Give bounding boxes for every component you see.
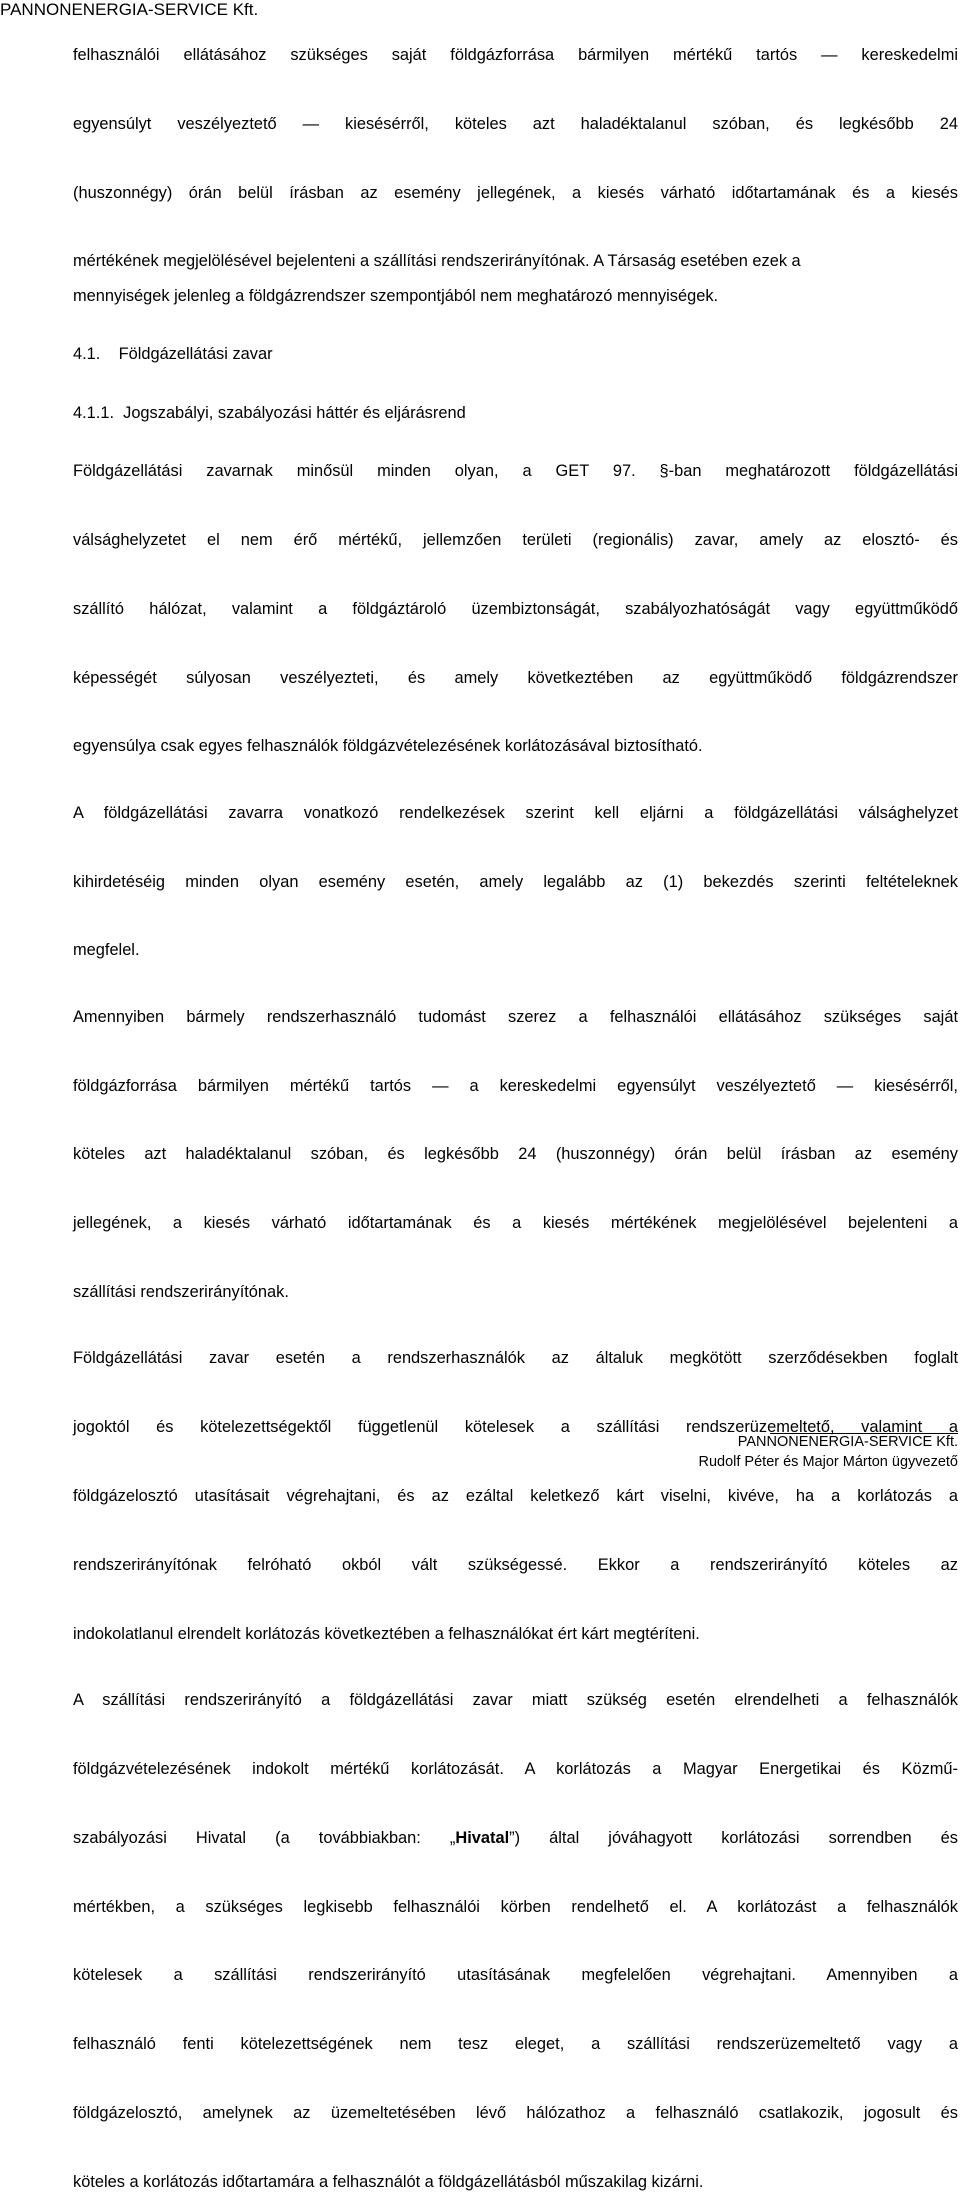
section-number: 4.1. [73, 345, 101, 364]
paragraph-line: mértékben, a szükséges legkisebb felhasználói körben rendelhető el. A korlátozást a felhasználók [73, 1897, 958, 1916]
paragraph-line: rendszerirányítónak felróható okból vált szükségessé. Ekkor a rendszerirányító köteles az [73, 1555, 958, 1574]
paragraph-line: kihirdetéséig minden olyan esemény esetén, amely legalább az (1) bekezdés szerinti feltételeknek [73, 872, 958, 891]
paragraph-line: Amennyiben bármely rendszerhasználó tudomást szerez a felhasználói ellátásához szükséges saját [73, 1007, 958, 1026]
section-heading-4-1 [73, 337, 958, 371]
paragraph-5 [73, 1683, 958, 2199]
paragraph-line: szállító hálózat, valamint a földgáztároló üzembiztonságát, szabályozhatóságát vagy együttműködő [73, 599, 958, 618]
section-title: Jogszabályi, szabályozási háttér és eljárásrend [123, 403, 466, 422]
paragraph-line [73, 1821, 958, 1890]
paragraph-line: Földgázellátási zavarnak minősül minden olyan, a GET 97. §-ban meghatározott földgázellátási [73, 462, 958, 481]
page-header: PANNONENERGIA-SERVICE Kft. [0, 0, 259, 19]
paragraph-line: (huszonnégy) órán belül írásban az esemény jellegének, a kiesés várható időtartamának és a kiesés [73, 183, 958, 202]
paragraph-line: szállítási rendszerirányítónak. [73, 1283, 289, 1301]
paragraph-line: egyensúlyt veszélyeztető — kiesésérről, köteles azt haladéktalanul szóban, és legkésőbb 24 [73, 114, 958, 133]
defined-term-bold: Hivatal [455, 1828, 510, 1847]
paragraph-intro [73, 38, 958, 313]
paragraph-line: válsághelyzetet el nem érő mértékű, jellemzően területi (regionális) zavar, amely az elosztó- és [73, 530, 958, 549]
paragraph-line: kötelesek a szállítási rendszerirányító utasításának megfelelően végrehajtani. Amennyiben a [73, 1966, 958, 1985]
paragraph-line: felhasználó fenti kötelezettségének nem tesz eleget, a szállítási rendszerüzemeltető vagy a [73, 2035, 958, 2054]
text-segment: ”) által jóváhagyott korlátozási sorrendben és [509, 1828, 958, 1847]
paragraph-line: mértékének megjelölésével bejelenteni a szállítási rendszerirányítónak. A Társaság esetében ezek a [73, 252, 801, 271]
paragraph-line: felhasználói ellátásához szükséges saját földgázforrása bármilyen mértékű tartós — kereskedelmi [73, 46, 958, 64]
paragraph-line: földgázelosztó, amelynek az üzemeltetésében lévő hálózathoz a felhasználó csatlakozik, jogosult és [73, 2103, 958, 2122]
section-heading-4-1-1 [73, 396, 958, 430]
paragraph-line: jellegének, a kiesés várható időtartamának és a kiesés mértékének megjelölésével bejelenteni a [73, 1214, 958, 1233]
page-footer [698, 1432, 958, 1472]
paragraph-line: földgázvételezésének indokolt mértékű korlátozását. A korlátozás a Magyar Energetikai és Közmű- [73, 1759, 958, 1778]
paragraph-line: Földgázellátási zavar esetén a rendszerhasználók az általuk megkötött szerződésekben foglalt [73, 1349, 958, 1368]
footer-authors: Rudolf Péter és Major Márton ügyvezető [698, 1454, 958, 1470]
paragraph-line: egyensúlya csak egyes felhasználók földgázvételezésének korlátozásával biztosítható. [73, 737, 703, 756]
paragraph-line: földgázelosztó utasításait végrehajtani, és az ezáltal keletkező kárt viselni, kivéve, ha a korlátozás a [73, 1487, 958, 1506]
paragraph-line: képességét súlyosan veszélyezteti, és amely következtében az együttműködő földgázrendszer [73, 668, 958, 687]
footer-company: PANNONENERGIA-SERVICE Kft. [737, 1434, 958, 1450]
paragraph-line: köteles a korlátozás időtartamára a felhasználót a földgázellátásból műszakilag kizárni. [73, 2172, 704, 2191]
paragraph-line: A szállítási rendszerirányító a földgázellátási zavar miatt szükség esetén elrendelheti a felhasználók [73, 1691, 958, 1710]
paragraph-3 [73, 1000, 958, 1310]
paragraph-line: megfelel. [73, 941, 140, 960]
paragraph-4 [73, 1341, 958, 1651]
section-title: Földgázellátási zavar [118, 345, 273, 364]
paragraph-line: jogoktól és kötelezettségektől függetlenül kötelesek a szállítási rendszerüzemeltető, valamint a [73, 1418, 958, 1437]
document-body [73, 38, 958, 2199]
paragraph-line: földgázforrása bármilyen mértékű tartós — a kereskedelmi egyensúlyt veszélyeztető — kiesésérről, [73, 1076, 958, 1095]
paragraph-line: köteles azt haladéktalanul szóban, és legkésőbb 24 (huszonnégy) órán belül írásban az esemény [73, 1145, 958, 1164]
section-number: 4.1.1. [73, 403, 115, 422]
paragraph-1 [73, 454, 958, 764]
text-segment: szabályozási Hivatal (a továbbiakban: „ [73, 1828, 456, 1847]
paragraph-2 [73, 796, 958, 968]
paragraph-line: mennyiségek jelenleg a földgázrendszer szempontjából nem meghatározó mennyiségek. [73, 286, 719, 305]
paragraph-line: indokolatlanul elrendelt korlátozás következtében a felhasználókat ért kárt megtéríteni. [73, 1624, 700, 1643]
paragraph-line: A földgázellátási zavarra vonatkozó rendelkezések szerint kell eljárni a földgázellátási válsághelyzet [73, 803, 958, 822]
